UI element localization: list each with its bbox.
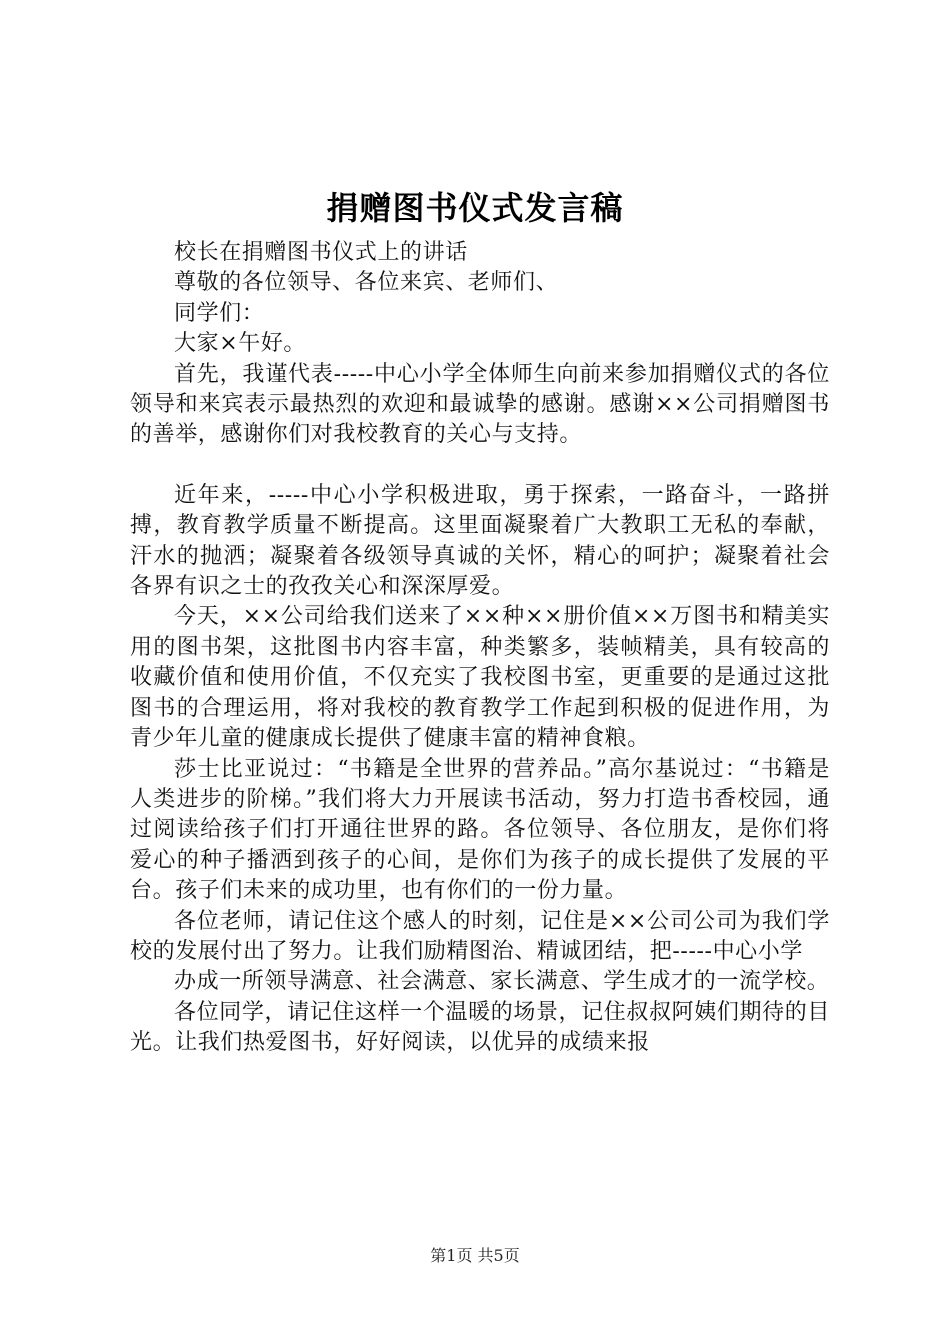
page-number: 第1页 共5页 — [430, 1246, 520, 1265]
paragraph-students: 各位同学，请记住这样一个温暖的场景，记住叔叔阿姨们期待的目光。让我们热爱图书，好好阅读，以优异的成绩来报 — [130, 999, 830, 1056]
paragraph-opening: 首先，我谨代表-----中心小学全体师生向前来参加捐赠仪式的各位领导和来宾表示最热烈的欢迎和最诚挚的感谢。感谢××公司捐赠图书的善举，感谢你们对我校教育的关心与支持。 — [130, 361, 830, 448]
paragraph-salutation: 尊敬的各位领导、各位来宾、老师们、 — [174, 270, 559, 296]
document-title: 捐赠图书仪式发言稿 — [326, 189, 624, 227]
document-body — [130, 238, 830, 1059]
paragraph-greeting: 大家×午好。 — [174, 331, 307, 357]
paragraph-donation: 今天，××公司给我们送来了××种××册价值××万图书和精美实用的图书架，这批图书内容丰富，种类繁多，装帧精美，具有较高的收藏价值和使用价值，不仅充实了我校图书室，更重要的是通过这批图书的合理运用，将对我校的教育教学工作起到积极的促进作用，为青少年儿童的健康成长提供了健康丰富的精神食粮。 — [130, 604, 830, 752]
paragraph-salutation-continued: 同学们： — [174, 300, 265, 326]
paragraph-teachers: 各位老师，请记住这个感人的时刻，记住是××公司公司为我们学校的发展付出了努力。让我们励精图治、精诚团结，把-----中心小学 — [130, 908, 830, 964]
paragraph-quotes: 莎士比亚说过：“书籍是全世界的营养品。”高尔基说过：“书籍是人类进步的阶梯。”我们将大力开展读书活动，努力打造书香校园，通过阅读给孩子们打开通往世界的路。各位领导、各位朋友，是你们将爱心的种子播洒到孩子的心间，是你们为孩子的成长提供了发展的平台。孩子们未来的成功里，也有你们的一份力量。 — [130, 756, 830, 904]
paragraph-heading: 校长在捐赠图书仪式上的讲话 — [174, 240, 468, 265]
paragraph-school-goal: 办成一所领导满意、社会满意、家长满意、学生成才的一流学校。 — [174, 969, 830, 995]
paragraph-achievements: 近年来，-----中心小学积极进取，勇于探索，一路奋斗，一路拼搏，教育教学质量不断提高。这里面凝聚着广大教职工无私的奉献，汗水的抛洒；凝聚着各级领导真诚的关怀，精心的呵护；凝聚着社会各界有识之士的孜孜关心和深深厚爱。 — [130, 482, 830, 600]
